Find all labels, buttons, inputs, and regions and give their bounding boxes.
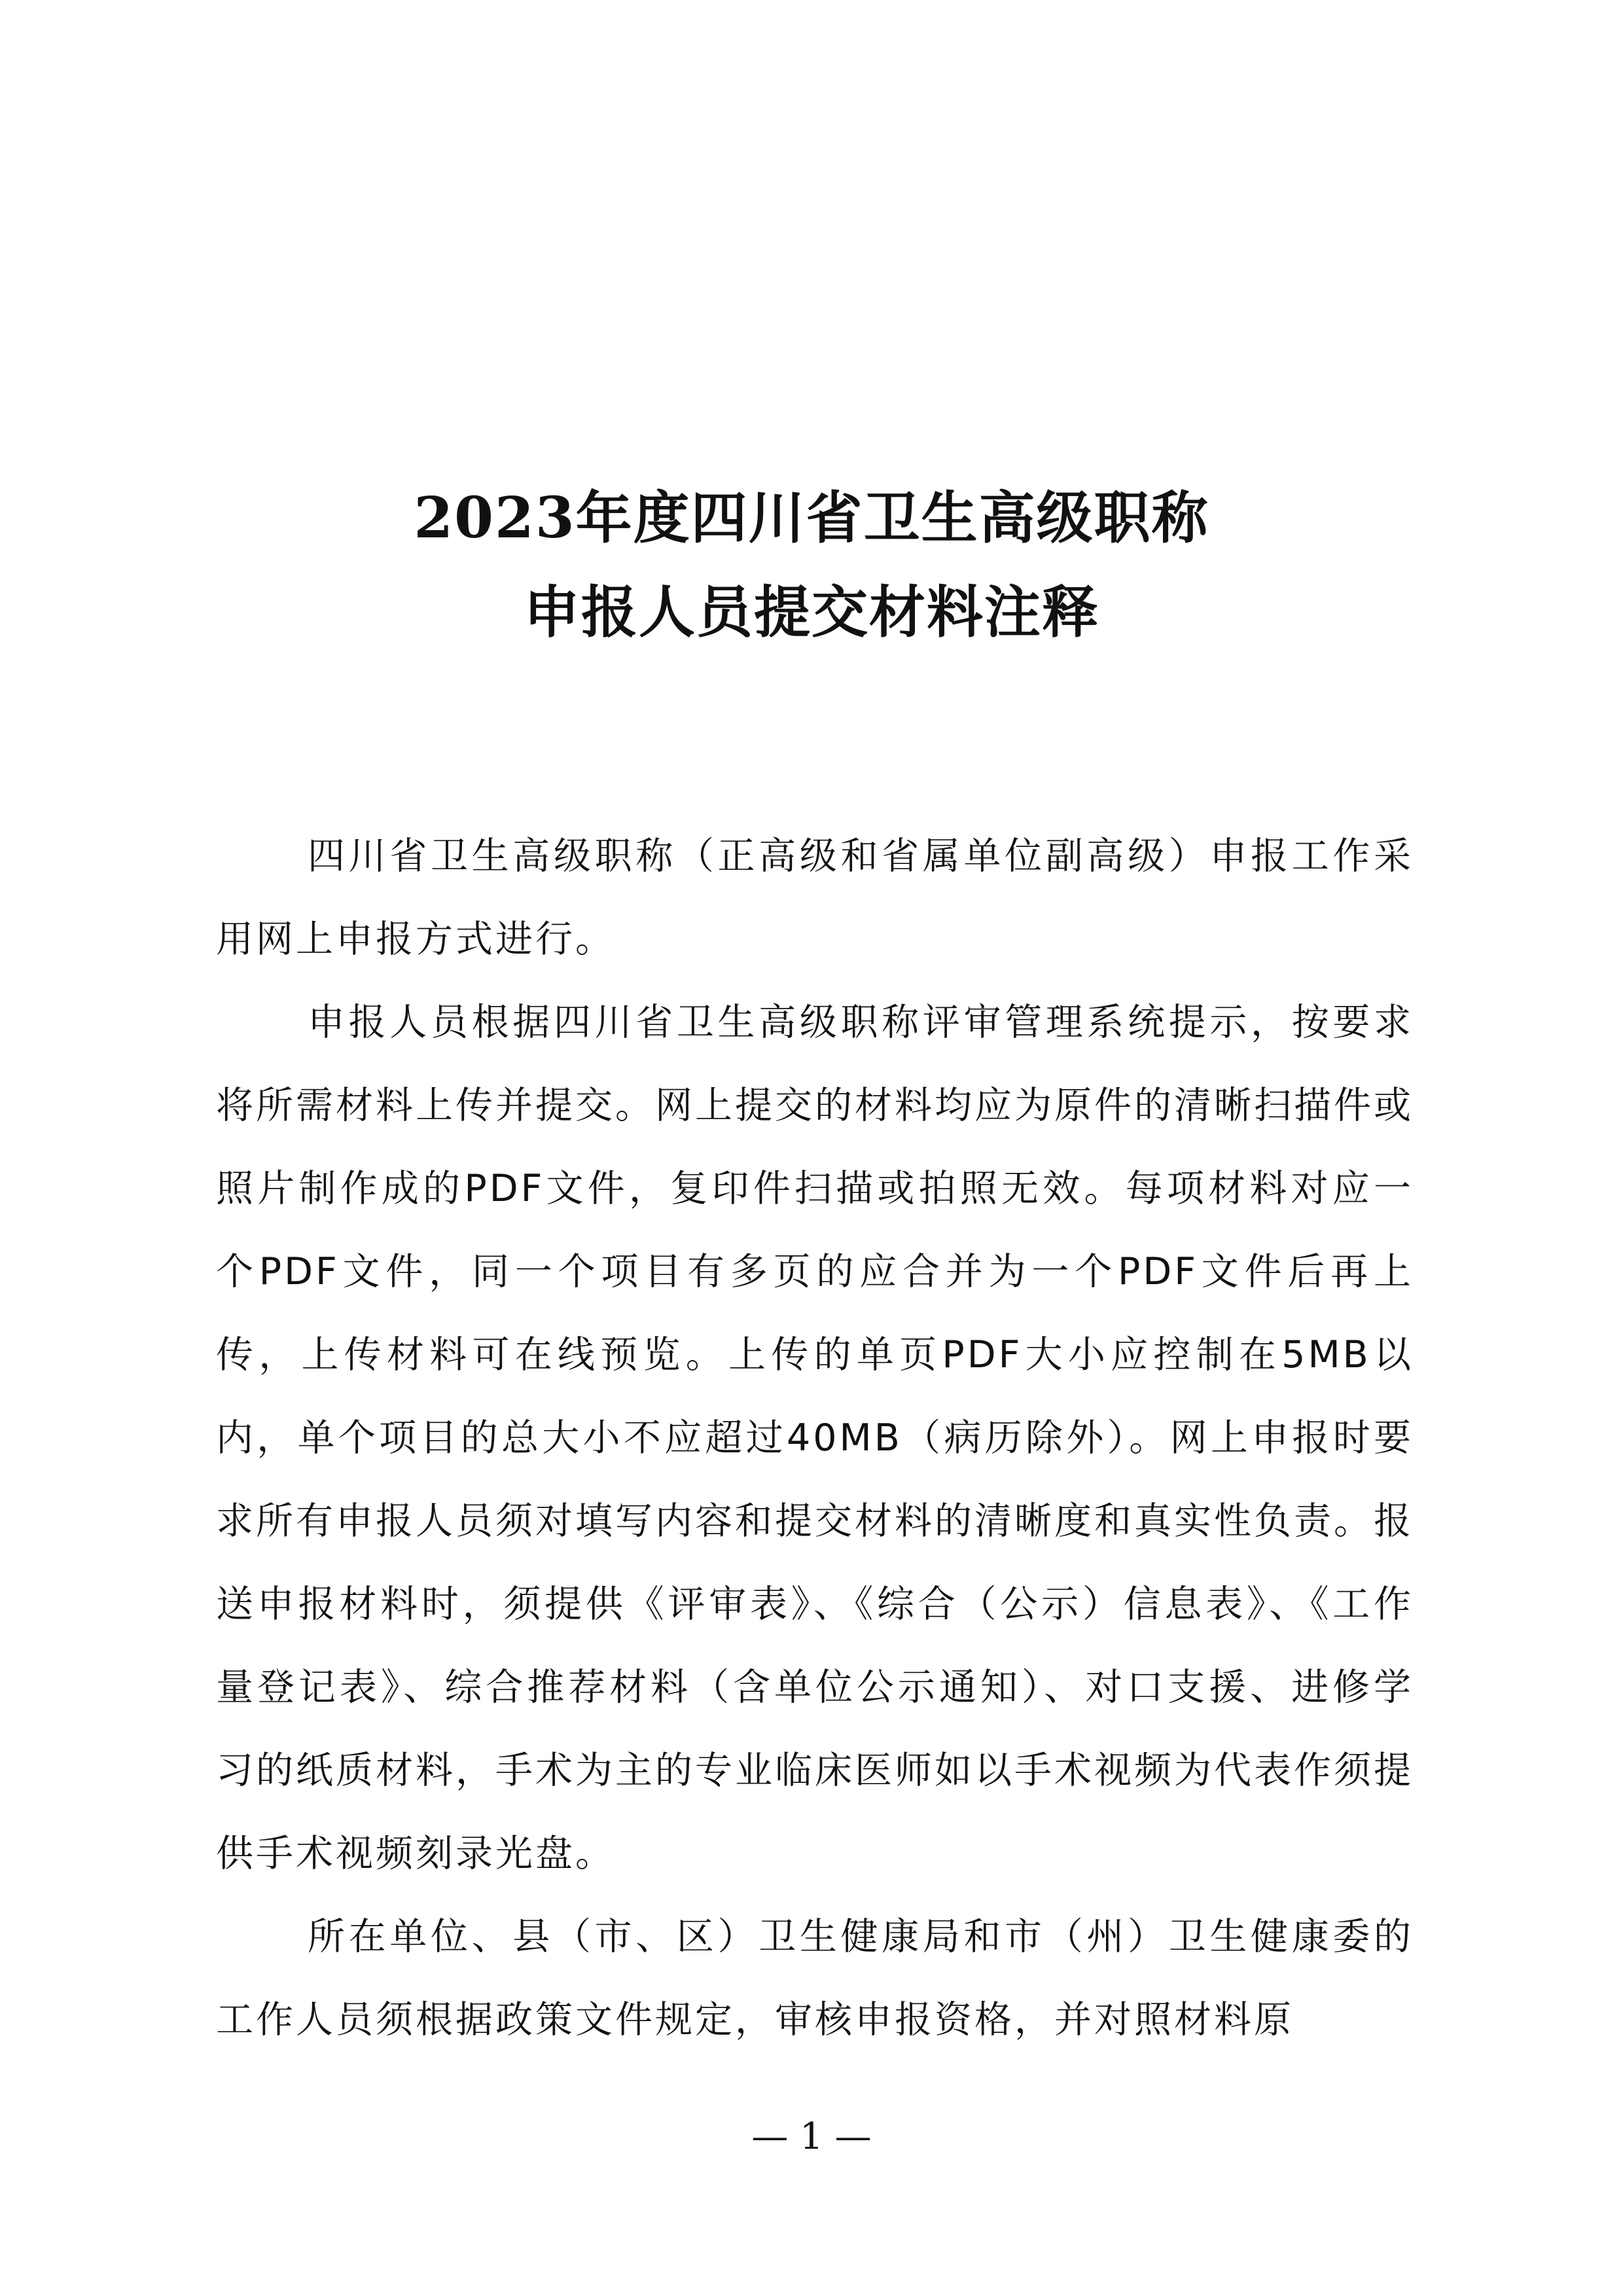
document-body (216, 815, 1414, 2062)
document-title (0, 471, 1623, 660)
title-line-1: 2023年度四川省卫生高级职称 (414, 485, 1209, 551)
paragraph-3: 所在单位、县（市、区）卫生健康局和市（州）卫生健康委的工作人员须根据政策文件规定，审核申报资格，并对照材料原 (216, 1915, 1414, 2041)
paragraph-1: 四川省卫生高级职称（正高级和省属单位副高级）申报工作采用网上申报方式进行。 (216, 834, 1414, 961)
title-line-2: 申报人员提交材料注释 (524, 579, 1099, 645)
paragraph-2: 申报人员根据四川省卫生高级职称评审管理系统提示，按要求将所需材料上传并提交。网上提交的材料均应为原件的清晰扫描件或照片制作成的PDF文件，复印件扫描或拍照无效。每项材料对应一个PDF文件，同一个项目有多页的应合并为一个PDF文件后再上传，上传材料可在线预览。上传的单页PDF大小应控制在5MB以内，单个项目的总大小不应超过40MB（病历除外）。网上申报时要求所有申报人员须对填写内容和提交材料的清晰度和真实性负责。报送申报材料时，须提供《评审表》、《综合（公示）信息表》、《工作量登记表》、综合推荐材料（含单位公示通知）、对口支援、进修学习的纸质材料，手术为主的专业临床医师如以手术视频为代表作须提供手术视频刻录光盘。 (216, 1001, 1414, 1875)
page-number: — 1 — (751, 2115, 872, 2158)
